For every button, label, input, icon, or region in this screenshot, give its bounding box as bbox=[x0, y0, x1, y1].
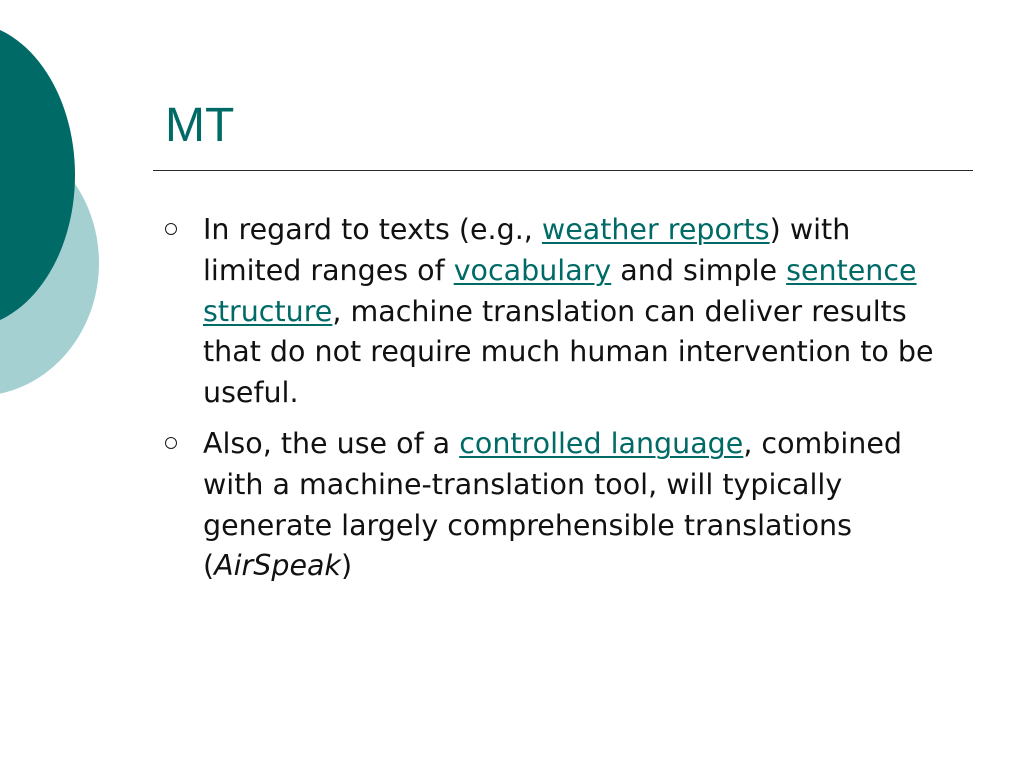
link-controlled-language[interactable]: controlled language bbox=[459, 426, 744, 460]
link-weather-reports[interactable]: weather reports bbox=[541, 213, 770, 246]
link-vocabulary[interactable]: vocabulary bbox=[453, 253, 612, 287]
bullet-2-text-3: ) bbox=[340, 549, 353, 583]
hollow-circle-bullet-icon bbox=[165, 223, 177, 235]
link-structure[interactable]: structure bbox=[203, 294, 333, 328]
bullet-1-text-1: In regard to texts (e.g., bbox=[203, 213, 542, 246]
bullet-item-1 bbox=[162, 210, 942, 414]
bullet-1-text-5: , machine translation can deliver results that do not require much human intervention to be useful. bbox=[203, 294, 934, 410]
slide-body bbox=[162, 210, 942, 597]
bullet-2-text-2: , combined with a machine-translation tool, will typically generate largely comprehensible translations ( bbox=[203, 426, 902, 583]
airspeak-italic-text: AirSpeak bbox=[214, 549, 341, 583]
bullet-item-2 bbox=[162, 424, 942, 587]
bullet-1-text-2: ) with limited ranges of bbox=[203, 213, 851, 287]
bullet-1-text-3: and simple bbox=[611, 253, 787, 287]
bullet-2-text-1: Also, the use of a bbox=[203, 426, 460, 460]
link-sentence[interactable]: sentence bbox=[786, 253, 917, 287]
slide-title: MT bbox=[165, 99, 235, 152]
title-divider bbox=[153, 170, 973, 171]
hollow-circle-bullet-icon bbox=[165, 437, 177, 449]
